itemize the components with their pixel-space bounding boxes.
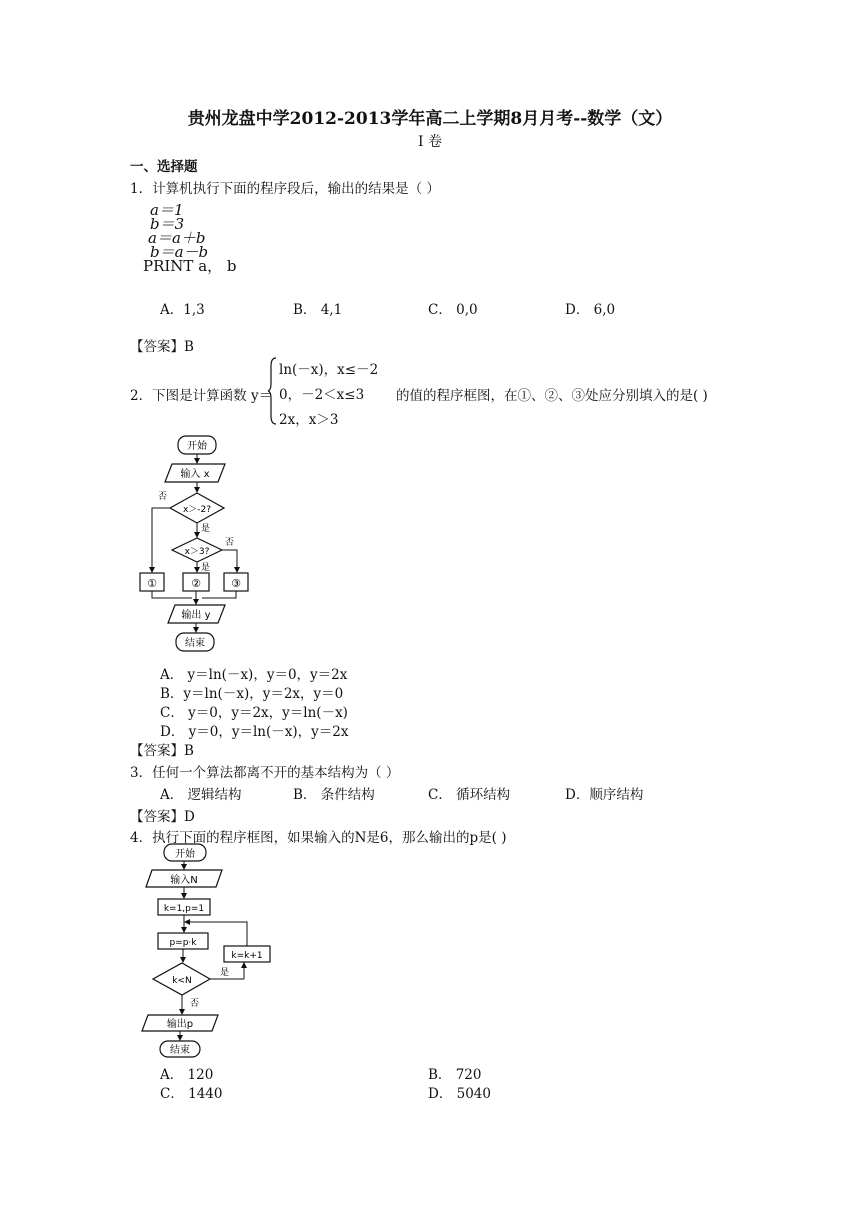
page-title: 贵州龙盘中学2012-2013学年高二上学期8月月考--数学（文） xyxy=(187,109,673,129)
q2-case-2: 0，－2＜x≤3 xyxy=(279,387,365,403)
q2-case-3: 2x，x＞3 xyxy=(279,412,339,428)
q2-input-label: 输入 x xyxy=(180,469,210,480)
q4-output-label: 输出p xyxy=(166,1019,194,1030)
q2-yes2-label: 是 xyxy=(201,563,211,573)
q1-code-line-4: b＝a－b xyxy=(150,243,209,261)
q4-option-b: B． 720 xyxy=(428,1067,482,1083)
q3-option-d: D．顺序结构 xyxy=(565,787,644,803)
q3-option-c: C． 循环结构 xyxy=(428,787,511,803)
q2-case-1: ln(－x)，x≤－2 xyxy=(279,362,379,378)
q3-option-b: B． 条件结构 xyxy=(293,787,375,803)
q2-no2-label: 否 xyxy=(225,538,235,548)
q4-option-d: D． 5040 xyxy=(428,1086,491,1102)
q4-init-label: k=1,p=1 xyxy=(163,904,205,914)
q2-answer: 【答案】B xyxy=(130,743,194,759)
q2-end-label: 结束 xyxy=(185,638,205,649)
q4-yes-label: 是 xyxy=(220,968,230,978)
q4-option-c: C． 1440 xyxy=(160,1086,223,1102)
q4-no-label: 否 xyxy=(190,999,200,1009)
q2-y-eq: y＝ xyxy=(251,388,273,404)
section-heading: 一、选择题 xyxy=(130,159,198,175)
q1-option-b: B． 4,1 xyxy=(293,302,343,318)
q2-cond1-label: x＞-2? xyxy=(182,505,212,515)
piecewise-brace xyxy=(268,356,278,426)
q1-code-line-2: b＝3 xyxy=(150,215,185,233)
q1-answer: 【答案】B xyxy=(130,339,194,355)
q4-stem: 4．执行下面的程序框图，如果输入的N是6，那么输出的p是( ) xyxy=(130,830,507,846)
q2-start-label: 开始 xyxy=(187,441,207,452)
q2-box2-label: ② xyxy=(191,577,201,590)
q3-stem: 3．任何一个算法都离不开的基本结构为（ ） xyxy=(130,765,400,781)
q1-code-line-5: PRINT a， b xyxy=(143,257,237,275)
q2-flowchart xyxy=(130,432,270,657)
q3-answer: 【答案】D xyxy=(130,809,195,825)
q4-input-label: 输入N xyxy=(170,875,198,886)
q1-code-line-1: a＝1 xyxy=(150,201,184,219)
q2-option-c: C． y＝0，y＝2x，y＝ln(－x) xyxy=(160,705,348,721)
q1-option-d: D． 6,0 xyxy=(565,302,616,318)
q2-option-a: A． y＝ln(－x)，y＝0，y＝2x xyxy=(160,667,348,683)
q4-option-a: A． 120 xyxy=(160,1067,214,1083)
page-subtitle: I 卷 xyxy=(418,134,442,150)
q1-option-c: C． 0,0 xyxy=(428,302,478,318)
q2-cond2-label: x＞3? xyxy=(184,547,210,557)
q1-option-a: A．1,3 xyxy=(160,302,205,318)
q2-option-d: D． y＝0，y＝ln(－x)，y＝2x xyxy=(160,724,349,740)
q4-incr-label: k=k+1 xyxy=(231,951,263,961)
q4-end-label: 结束 xyxy=(170,1045,190,1056)
q2-yes1-label: 是 xyxy=(201,524,211,534)
q2-no1-label: 否 xyxy=(158,492,168,502)
q2-box1-label: ① xyxy=(147,577,157,590)
q3-option-a: A． 逻辑结构 xyxy=(160,787,242,803)
q4-start-label: 开始 xyxy=(175,849,195,860)
q1-stem: 1．计算机执行下面的程序段后，输出的结果是（ ） xyxy=(130,181,440,197)
q4-flowchart xyxy=(138,842,283,1060)
q2-box3-label: ③ xyxy=(231,577,241,590)
q2-output-label: 输出 y xyxy=(181,610,211,621)
q2-stem-prefix: 2．下图是计算函数 xyxy=(130,388,247,404)
q2-stem-suffix: 的值的程序框图，在①、②、③处应分别填入的是( ) xyxy=(396,388,708,404)
q2-option-b: B．y＝ln(－x)，y＝2x，y＝0 xyxy=(160,686,344,702)
q4-cond-label: k<N xyxy=(172,976,192,986)
q4-mult-label: p=p·k xyxy=(169,938,197,948)
q1-code-line-3: a＝a＋b xyxy=(148,229,206,247)
